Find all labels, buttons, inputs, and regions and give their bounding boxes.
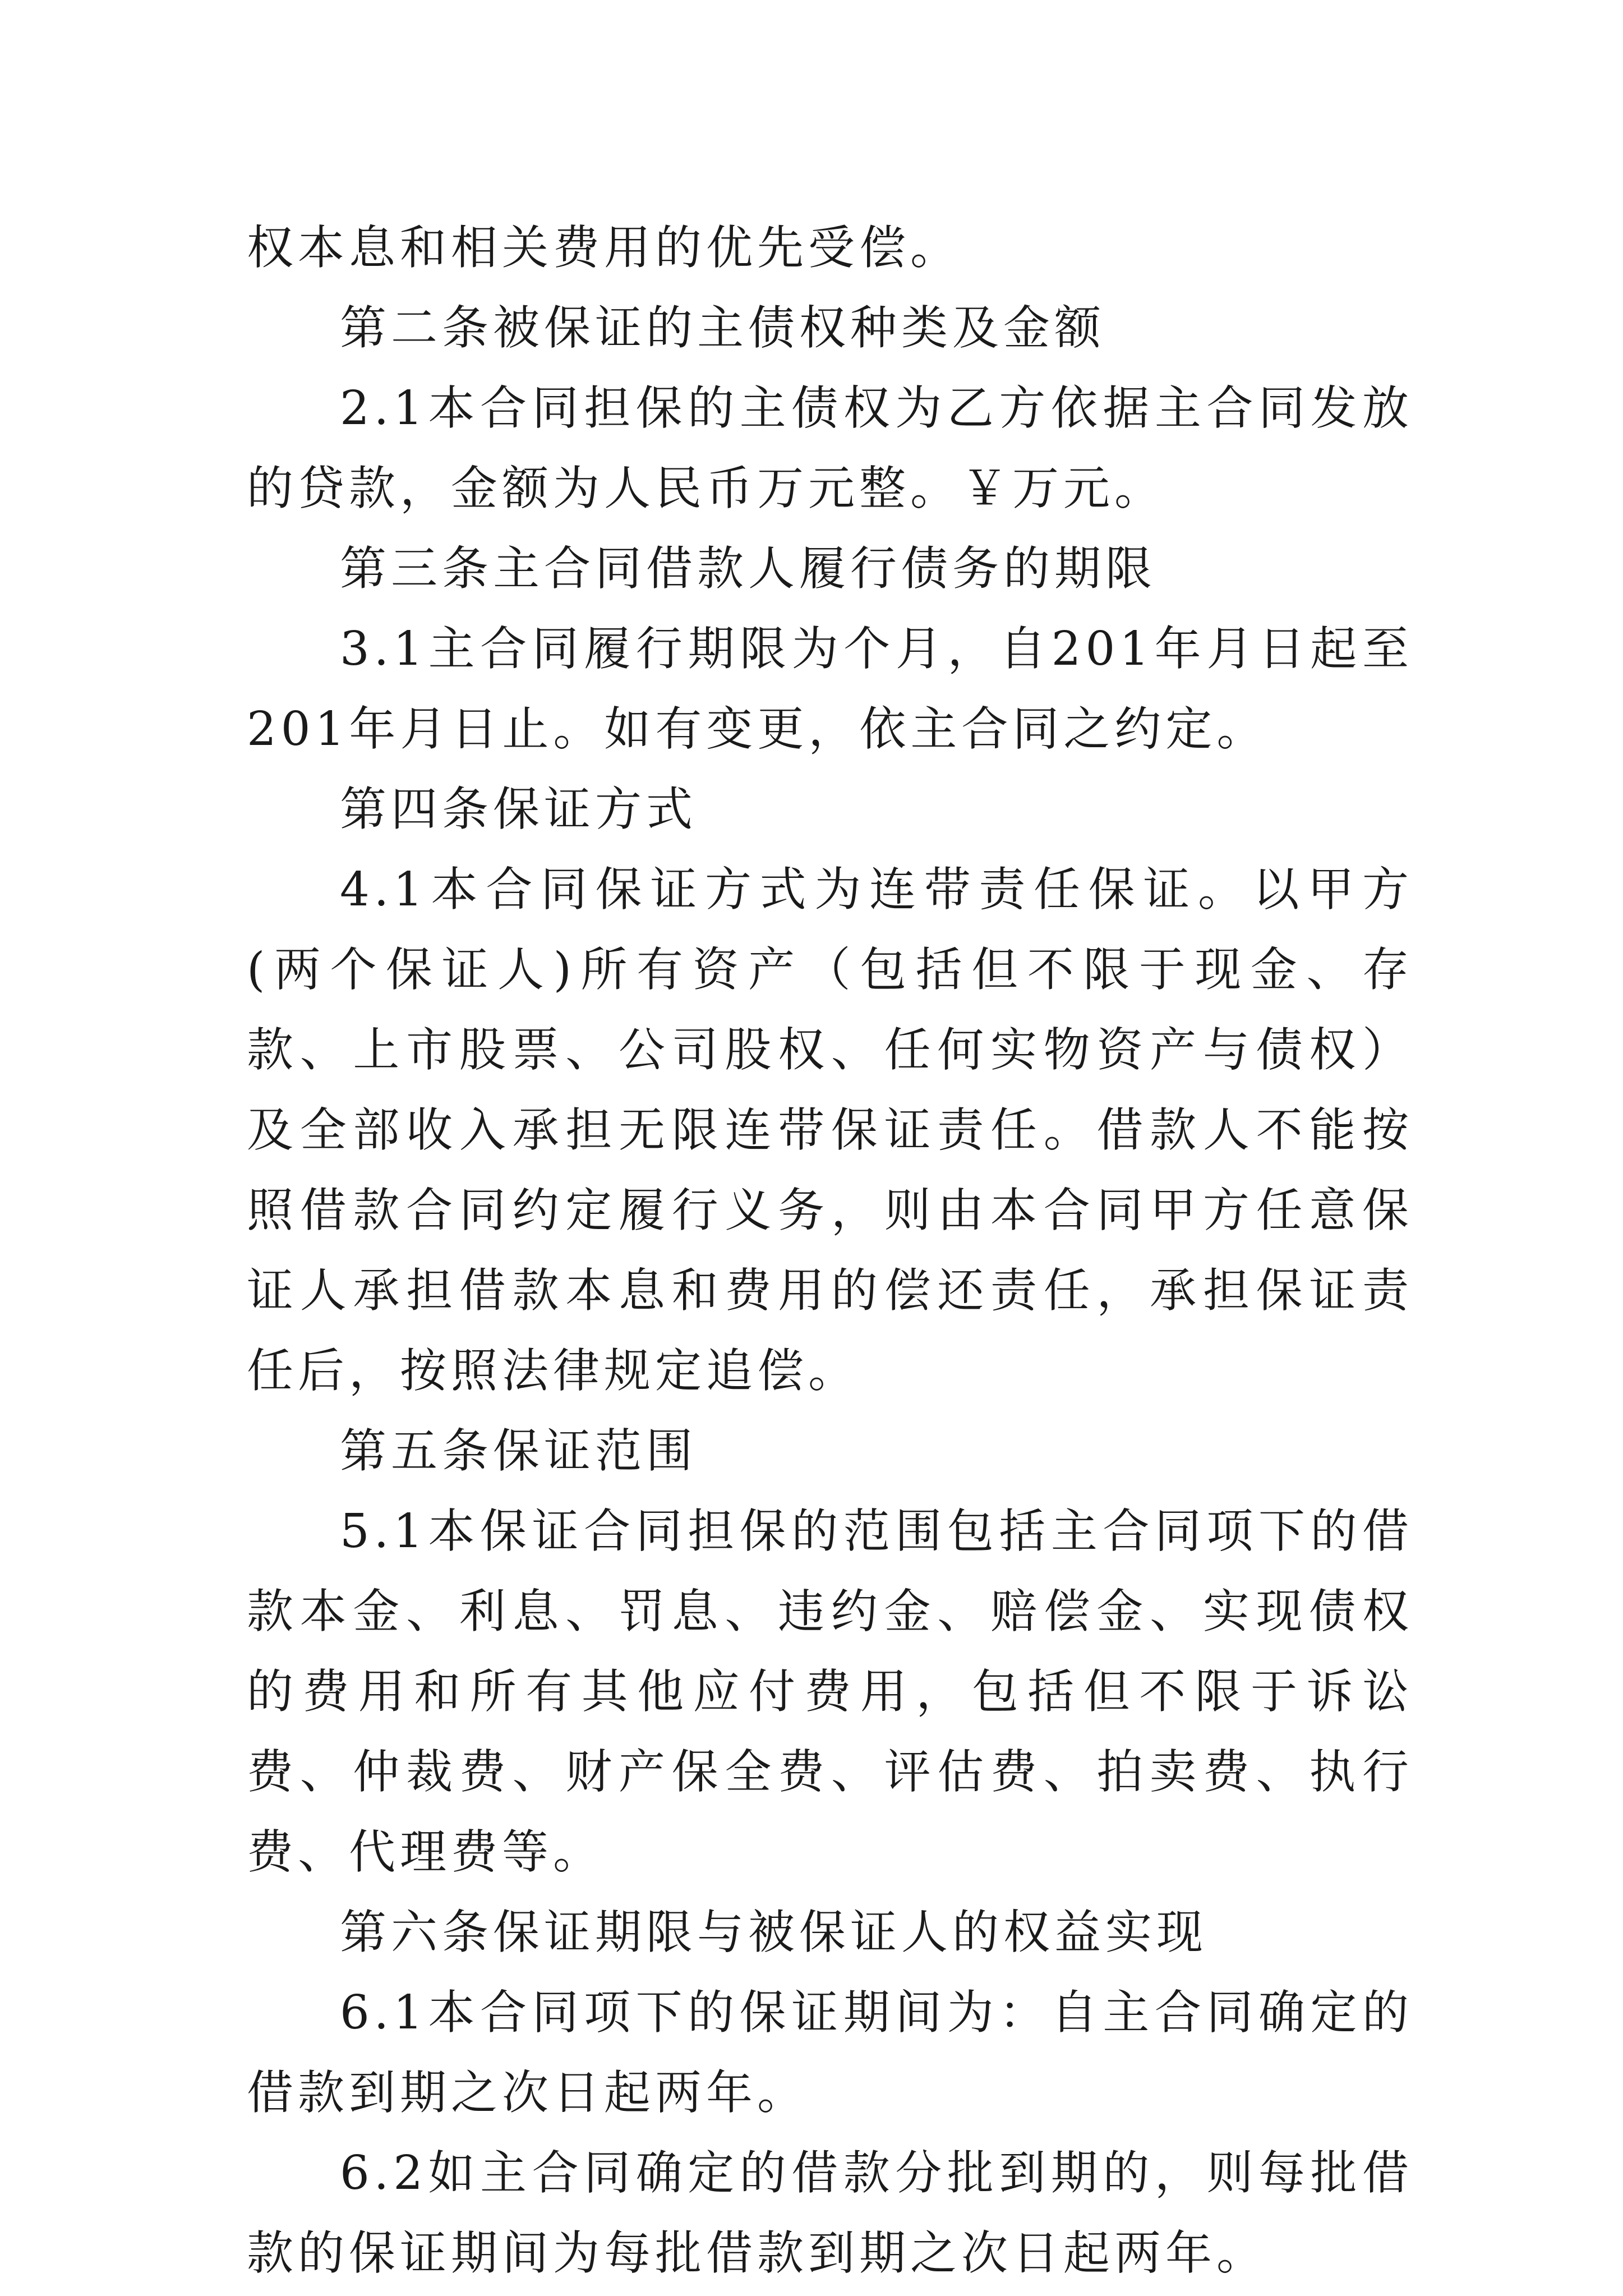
clause-5-1: 5.1本保证合同担保的范围包括主合同项下的借款本金、利息、罚息、违约金、赔偿金、实现债权的费用和所有其他应付费用，包括但不限于诉讼费、仲裁费、财产保全费、评估费、拍卖费、执行费、代理费等。 (247, 1504, 1413, 1879)
clause-6-2: 6.2如主合同确定的借款分批到期的，则每批借款的保证期间为每批借款到期之次日起两年。 (247, 2146, 1413, 2280)
article-3-heading: 第三条主合同借款人履行债务的期限 (340, 541, 1156, 596)
clause-4-1: 4.1本合同保证方式为连带责任保证。以甲方(两个保证人)所有资产（包括但不限于现金、存款、上市股票、公司股权、任何实物资产与债权）及全部收入承担无限连带保证责任。借款人不能按照借款合同约定履行义务，则由本合同甲方任意保证人承担借款本息和费用的偿还责任，承担保证责任后，按照法律规定追偿。 (247, 862, 1413, 1398)
article-4-heading: 第四条保证方式 (340, 782, 697, 836)
clause-2-1: 2.1本合同担保的主债权为乙方依据主合同发放的贷款，金额为人民币万元整。￥万元。 (247, 381, 1413, 516)
clause-3-1: 3.1主合同履行期限为个月，自201年月日起至201年月日止。如有变更，依主合同之约定。 (247, 622, 1413, 756)
document-body (247, 208, 1413, 2293)
article-6-heading: 第六条保证期限与被保证人的权益实现 (340, 1905, 1207, 1959)
paragraph-continuation: 权本息和相关费用的优先受偿。 (247, 220, 961, 275)
article-2-heading: 第二条被保证的主债权种类及金额 (340, 301, 1105, 355)
article-5-heading: 第五条保证范围 (340, 1424, 697, 1478)
clause-6-1: 6.1本合同项下的保证期间为：自主合同确定的借款到期之次日起两年。 (247, 1985, 1413, 2120)
